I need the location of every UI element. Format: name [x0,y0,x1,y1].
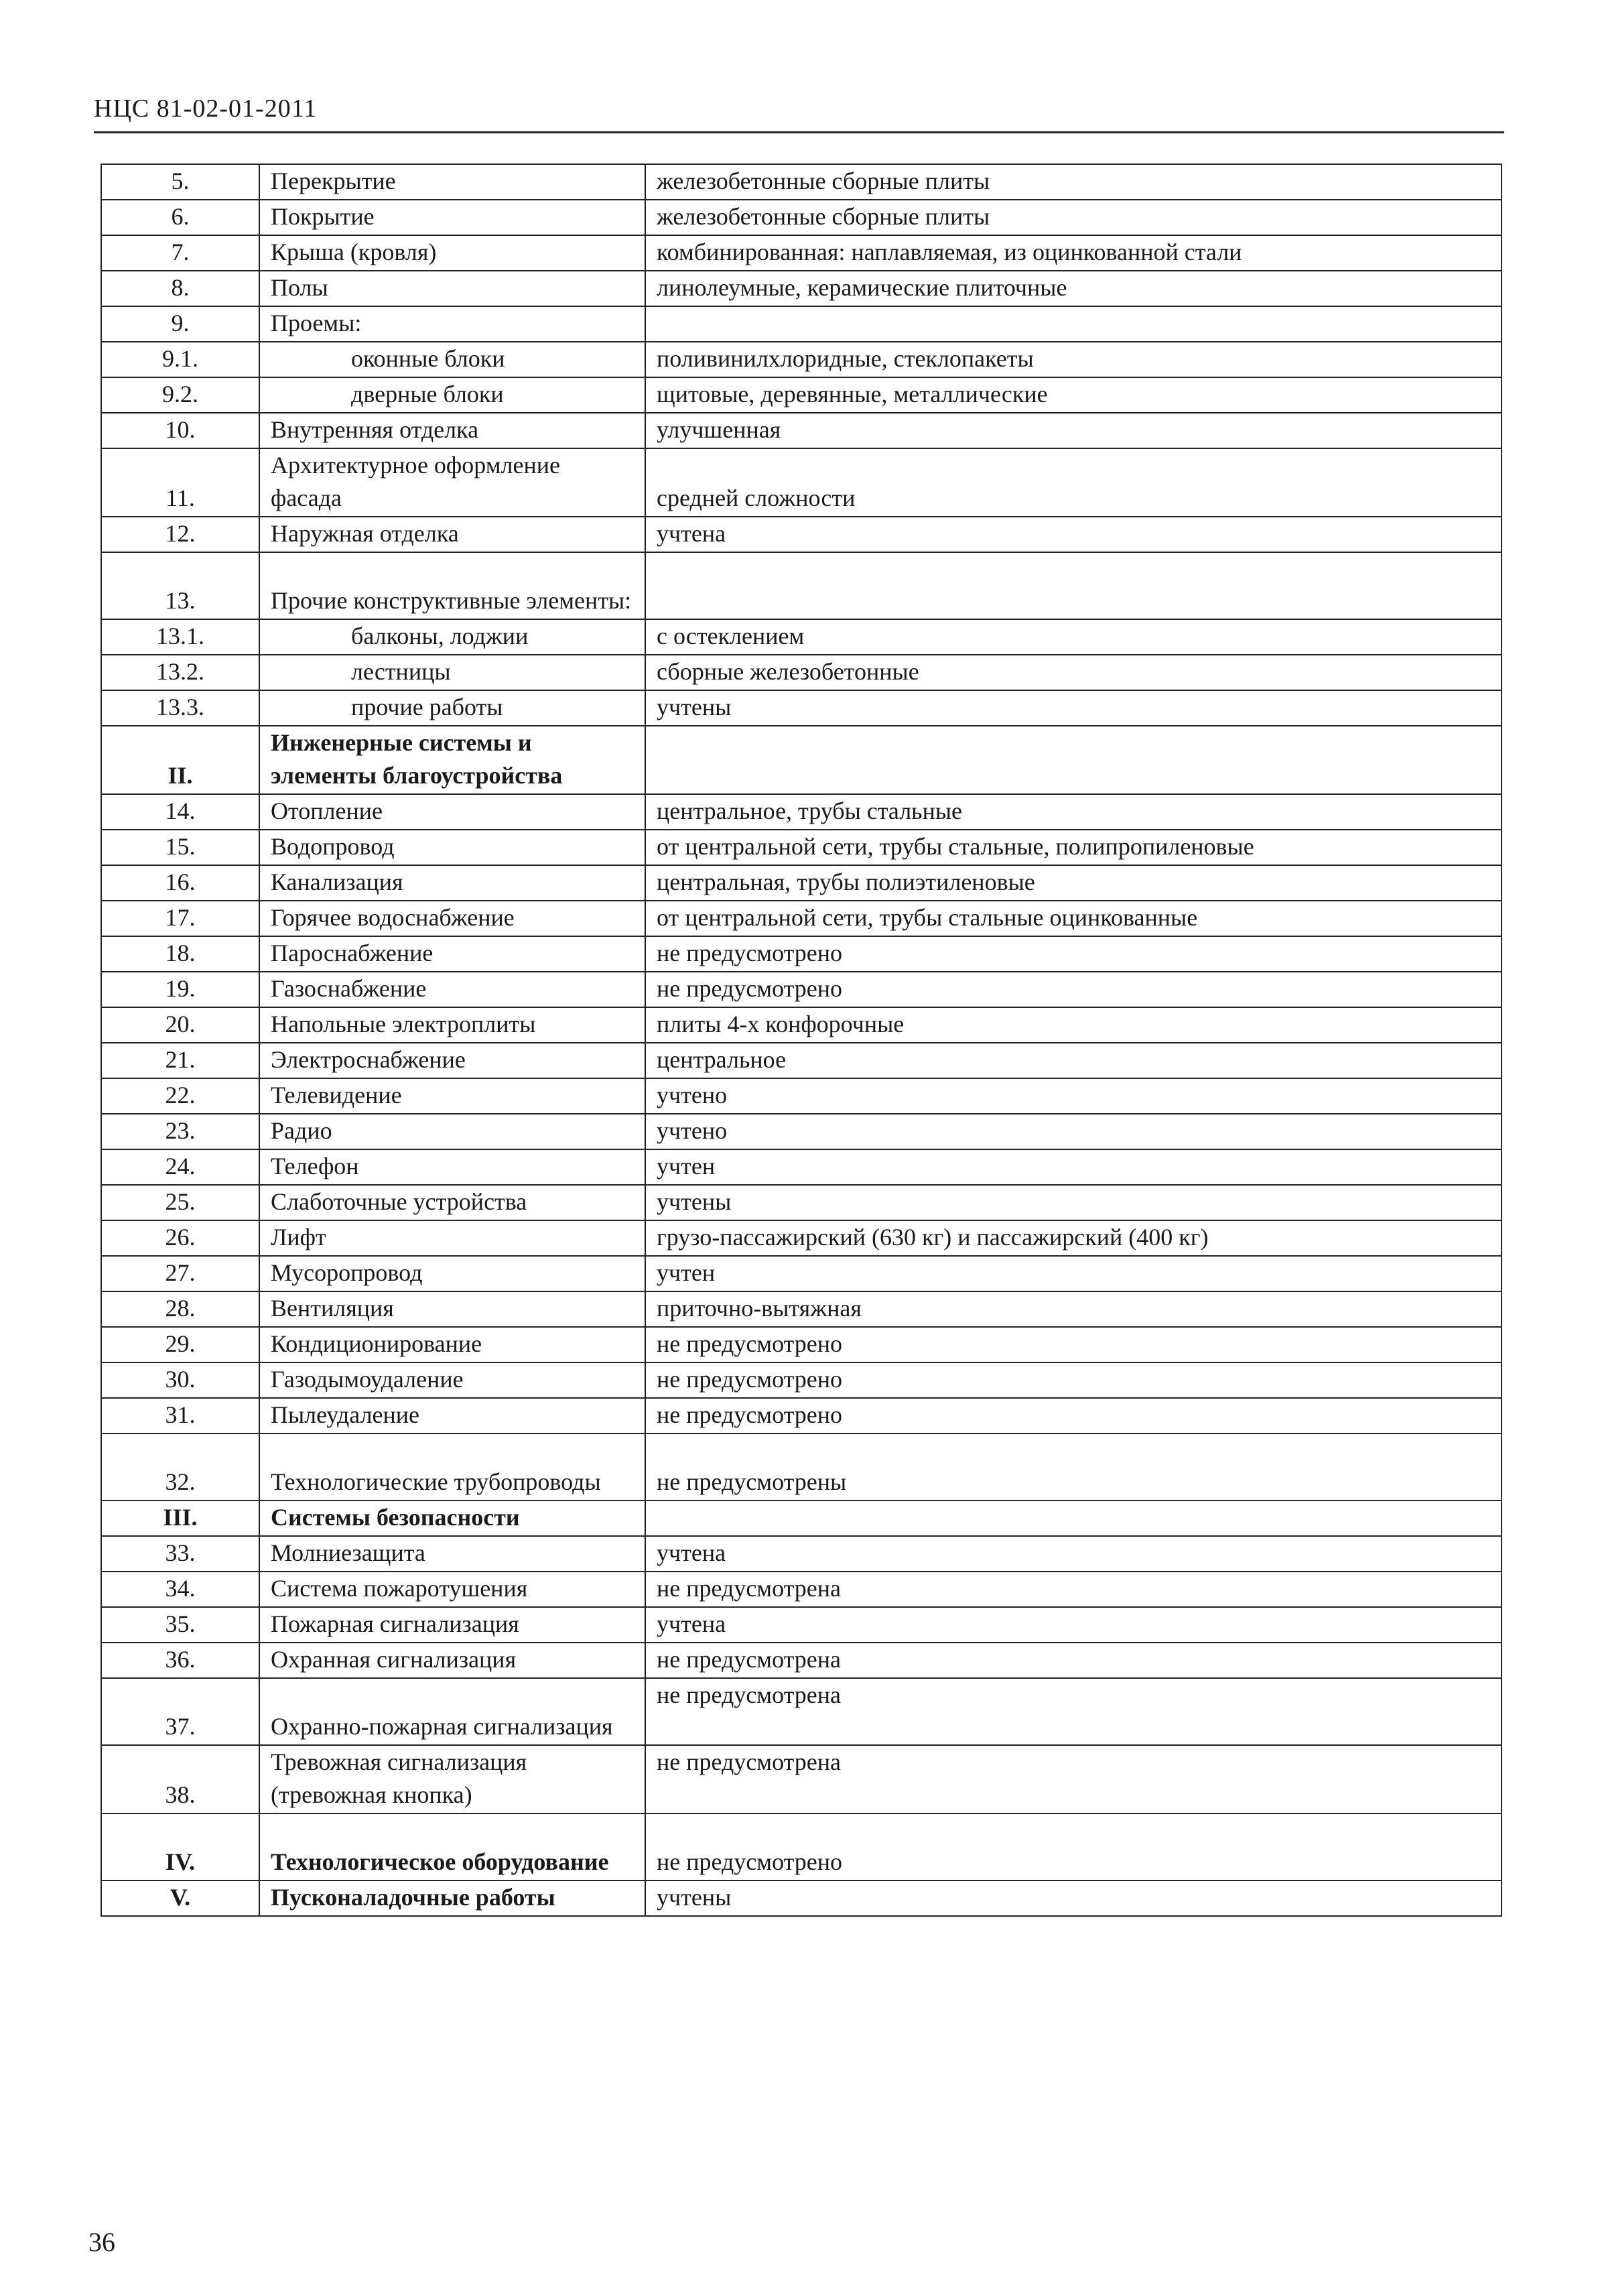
table-row [101,901,1502,936]
characteristic-cell: не предусмотрено [645,1813,1502,1880]
table-row [101,972,1502,1007]
item-number-cell: V. [101,1880,259,1916]
table-row [101,1398,1502,1433]
table-row [101,1256,1502,1291]
item-number-cell: 20. [101,1007,259,1043]
item-number-cell: 16. [101,865,259,901]
table-row [101,552,1502,619]
characteristic-cell: не предусмотрено [645,972,1502,1007]
characteristic-cell: учтены [645,1185,1502,1220]
item-number-cell: 9.2. [101,377,259,413]
element-name-cell: Газоснабжение [259,972,645,1007]
table-row [101,1007,1502,1043]
element-name-cell: Слаботочные устройства [259,1185,645,1220]
element-name-cell: Лифт [259,1220,645,1256]
table-row [101,830,1502,865]
table-row [101,448,1502,517]
characteristic-cell: улучшенная [645,413,1502,448]
item-number-cell: 12. [101,517,259,552]
item-number-cell: 13. [101,552,259,619]
element-name-cell: Пароснабжение [259,936,645,972]
table-row [101,517,1502,552]
element-name-cell: Внутренняя отделка [259,413,645,448]
characteristic-cell: не предусмотрена [645,1745,1502,1813]
item-number-cell: 22. [101,1078,259,1114]
characteristic-cell: учтена [645,1607,1502,1643]
element-name-cell: Пусконаладочные работы [259,1880,645,1916]
table-row [101,865,1502,901]
item-number-cell: 21. [101,1043,259,1078]
characteristic-cell: учтен [645,1149,1502,1185]
item-number-cell: 27. [101,1256,259,1291]
item-number-cell: 32. [101,1433,259,1501]
item-number-cell: 31. [101,1398,259,1433]
table-row [101,1678,1502,1745]
table-row [101,377,1502,413]
table-row [101,200,1502,235]
characteristic-cell: железобетонные сборные плиты [645,164,1502,200]
characteristic-cell: щитовые, деревянные, металлические [645,377,1502,413]
item-number-cell: 13.2. [101,655,259,690]
item-number-cell: 28. [101,1291,259,1327]
element-name-cell: Газодымоудаление [259,1362,645,1398]
table-row [101,271,1502,306]
characteristic-cell: не предусмотрено [645,1327,1502,1362]
table-row [101,1149,1502,1185]
item-number-cell: 33. [101,1536,259,1572]
specification-table-body [101,164,1502,1916]
element-name-cell: дверные блоки [259,377,645,413]
characteristic-cell: приточно-вытяжная [645,1291,1502,1327]
table-row [101,690,1502,726]
item-number-cell: IV. [101,1813,259,1880]
item-number-cell: 8. [101,271,259,306]
table-row [101,794,1502,830]
characteristic-cell: комбинированная: наплавляемая, из оцинкованной стали [645,235,1502,271]
characteristic-cell: не предусмотрено [645,1362,1502,1398]
specification-table [101,164,1502,1917]
table-row [101,619,1502,655]
characteristic-cell: учтена [645,517,1502,552]
table-row [101,655,1502,690]
element-name-cell: Телевидение [259,1078,645,1114]
item-number-cell: 34. [101,1572,259,1607]
table-section-row [101,1880,1502,1916]
item-number-cell: 38. [101,1745,259,1813]
characteristic-cell [645,552,1502,619]
element-name-cell: Тревожная сигнализация (тревожная кнопка) [259,1745,645,1813]
item-number-cell: 9.1. [101,342,259,377]
table-row [101,342,1502,377]
element-name-cell: Крыша (кровля) [259,235,645,271]
item-number-cell: 36. [101,1643,259,1678]
characteristic-cell [645,726,1502,794]
characteristic-cell: не предусмотрена [645,1572,1502,1607]
element-name-cell: Пылеудаление [259,1398,645,1433]
element-name-cell: Молниезащита [259,1536,645,1572]
table-row [101,936,1502,972]
table-row [101,1185,1502,1220]
item-number-cell: 6. [101,200,259,235]
element-name-cell: Охранная сигнализация [259,1643,645,1678]
item-number-cell: 30. [101,1362,259,1398]
characteristic-cell: не предусмотрена [645,1643,1502,1678]
element-name-cell: Наружная отделка [259,517,645,552]
element-name-cell: Инженерные системы и элементы благоустройства [259,726,645,794]
element-name-cell: Отопление [259,794,645,830]
characteristic-cell: центральное, трубы стальные [645,794,1502,830]
element-name-cell: Покрытие [259,200,645,235]
characteristic-cell: учтено [645,1078,1502,1114]
element-name-cell: Прочие конструктивные элементы: [259,552,645,619]
table-section-row [101,726,1502,794]
characteristic-cell: поливинилхлоридные, стеклопакеты [645,342,1502,377]
element-name-cell: Технологическое оборудование [259,1813,645,1880]
item-number-cell: 13.1. [101,619,259,655]
table-section-row [101,1501,1502,1536]
table-row [101,1291,1502,1327]
item-number-cell: 5. [101,164,259,200]
item-number-cell: 11. [101,448,259,517]
characteristic-cell: не предусмотрены [645,1433,1502,1501]
characteristic-cell: учтено [645,1114,1502,1149]
element-name-cell: Системы безопасности [259,1501,645,1536]
characteristic-cell: линолеумные, керамические плиточные [645,271,1502,306]
characteristic-cell: учтена [645,1536,1502,1572]
characteristic-cell: средней сложности [645,448,1502,517]
characteristic-cell: не предусмотрено [645,1398,1502,1433]
element-name-cell: Система пожаротушения [259,1572,645,1607]
item-number-cell: 25. [101,1185,259,1220]
table-row [101,1327,1502,1362]
element-name-cell: Вентиляция [259,1291,645,1327]
table-row [101,1220,1502,1256]
element-name-cell: Кондиционирование [259,1327,645,1362]
item-number-cell: III. [101,1501,259,1536]
document-code-header: НЦС 81-02-01-2011 [94,94,318,123]
element-name-cell: Электроснабжение [259,1043,645,1078]
element-name-cell: лестницы [259,655,645,690]
characteristic-cell: сборные железобетонные [645,655,1502,690]
element-name-cell: оконные блоки [259,342,645,377]
item-number-cell: 9. [101,306,259,342]
characteristic-cell [645,306,1502,342]
characteristic-cell: учтен [645,1256,1502,1291]
table-row [101,1433,1502,1501]
item-number-cell: 14. [101,794,259,830]
item-number-cell: 17. [101,901,259,936]
element-name-cell: Перекрытие [259,164,645,200]
characteristic-cell: грузо-пассажирский (630 кг) и пассажирский (400 кг) [645,1220,1502,1256]
element-name-cell: Горячее водоснабжение [259,901,645,936]
table-row [101,1572,1502,1607]
item-number-cell: 15. [101,830,259,865]
element-name-cell: Пожарная сигнализация [259,1607,645,1643]
table-row [101,1643,1502,1678]
characteristic-cell: учтены [645,1880,1502,1916]
item-number-cell: 26. [101,1220,259,1256]
item-number-cell: 35. [101,1607,259,1643]
characteristic-cell: от центральной сети, трубы стальные оцинкованные [645,901,1502,936]
item-number-cell: 13.3. [101,690,259,726]
element-name-cell: прочие работы [259,690,645,726]
element-name-cell: Проемы: [259,306,645,342]
characteristic-cell: железобетонные сборные плиты [645,200,1502,235]
item-number-cell: 23. [101,1114,259,1149]
characteristic-cell: не предусмотрена [645,1678,1502,1745]
table-row [101,1536,1502,1572]
item-number-cell: 29. [101,1327,259,1362]
element-name-cell: Полы [259,271,645,306]
characteristic-cell: с остеклением [645,619,1502,655]
table-row [101,1043,1502,1078]
table-row [101,413,1502,448]
characteristic-cell [645,1501,1502,1536]
item-number-cell: 24. [101,1149,259,1185]
element-name-cell: Технологические трубопроводы [259,1433,645,1501]
table-row [101,235,1502,271]
table-row [101,164,1502,200]
characteristic-cell: учтены [645,690,1502,726]
table-row [101,306,1502,342]
characteristic-cell: центральное [645,1043,1502,1078]
header-rule [94,131,1504,133]
item-number-cell: II. [101,726,259,794]
element-name-cell: Телефон [259,1149,645,1185]
page-number: 36 [88,2227,115,2257]
table-row [101,1078,1502,1114]
item-number-cell: 7. [101,235,259,271]
item-number-cell: 10. [101,413,259,448]
table-row [101,1362,1502,1398]
element-name-cell: Радио [259,1114,645,1149]
element-name-cell: Архитектурное оформление фасада [259,448,645,517]
item-number-cell: 19. [101,972,259,1007]
characteristic-cell: центральная, трубы полиэтиленовые [645,865,1502,901]
table-section-row [101,1813,1502,1880]
element-name-cell: балконы, лоджии [259,619,645,655]
item-number-cell: 18. [101,936,259,972]
item-number-cell: 37. [101,1678,259,1745]
table-row [101,1114,1502,1149]
element-name-cell: Напольные электроплиты [259,1007,645,1043]
characteristic-cell: не предусмотрено [645,936,1502,972]
element-name-cell: Охранно-пожарная сигнализация [259,1678,645,1745]
element-name-cell: Водопровод [259,830,645,865]
table-row [101,1745,1502,1813]
table-row [101,1607,1502,1643]
element-name-cell: Мусоропровод [259,1256,645,1291]
element-name-cell: Канализация [259,865,645,901]
characteristic-cell: плиты 4-х конфорочные [645,1007,1502,1043]
characteristic-cell: от центральной сети, трубы стальные, полипропиленовые [645,830,1502,865]
